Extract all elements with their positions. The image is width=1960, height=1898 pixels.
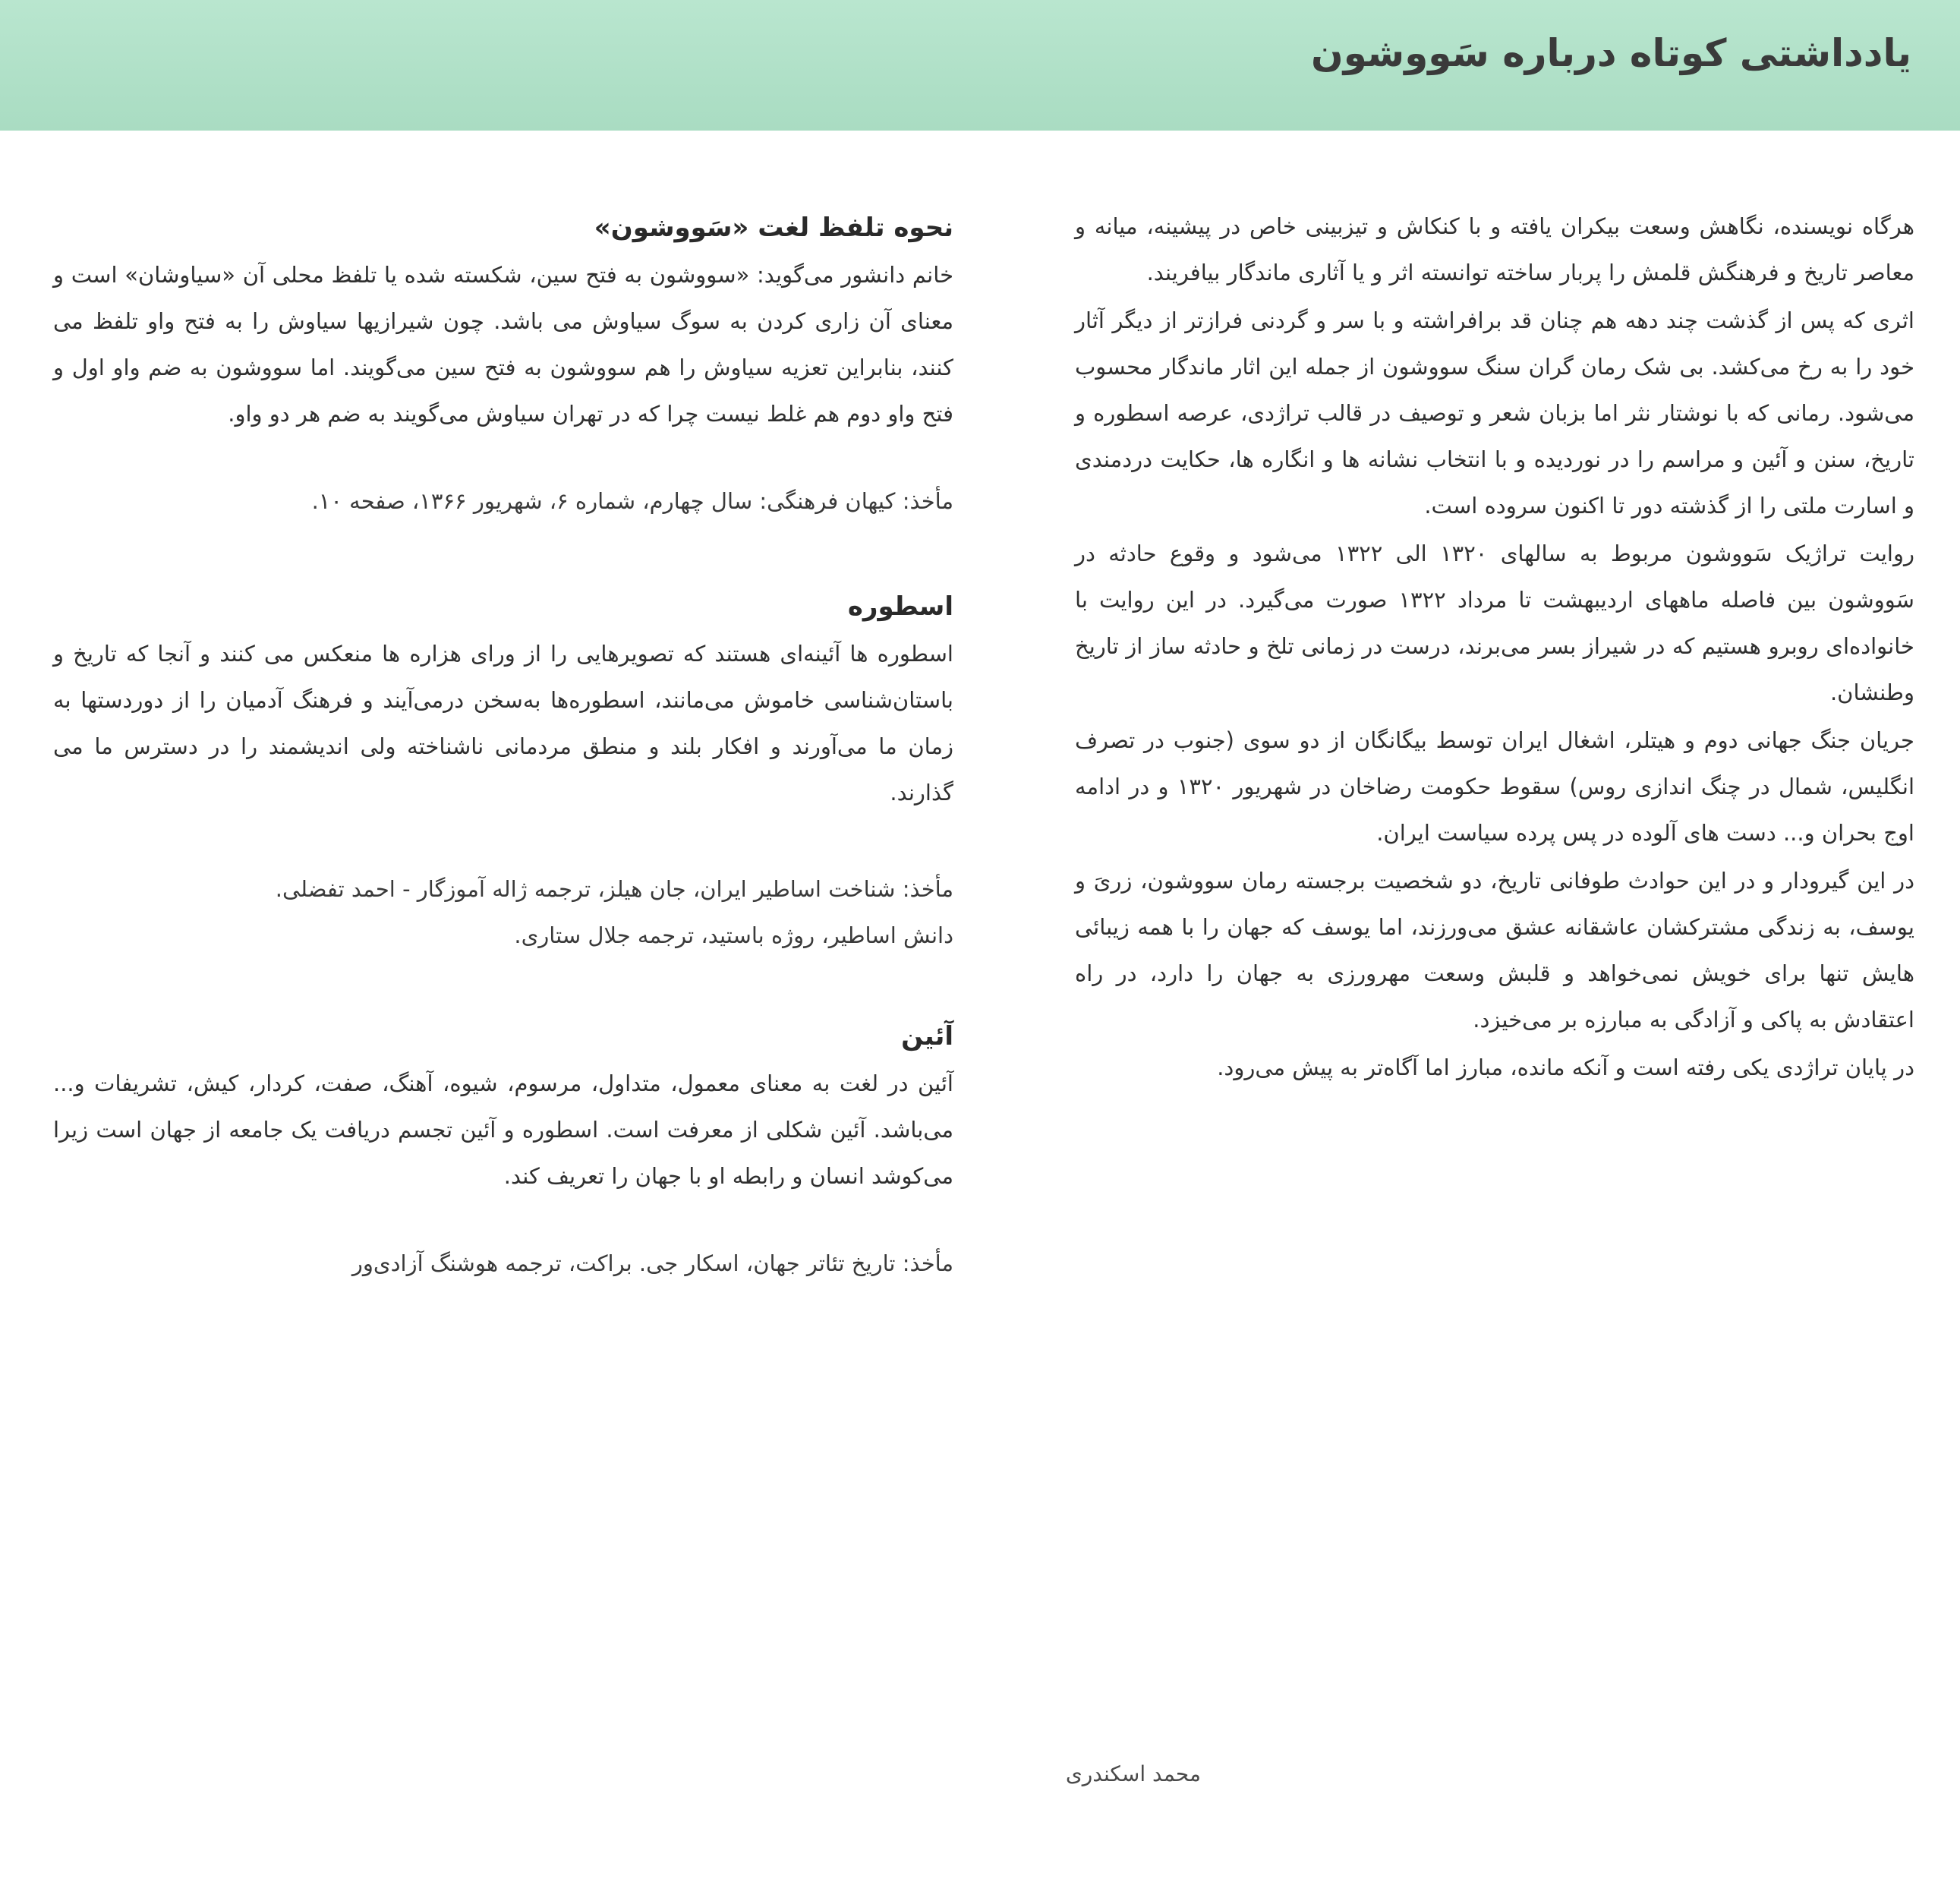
pronunciation-body: خانم دانشور می‌گوید: «سووشون به فتح سین، شکسته شده یا تلفظ محلی آن «سیاوشان» است و معنای آن زاری کردن به سوگ سیاوش می باشد. چون شیرازیها سیاوش را به فتح واو تلفظ می کنند، بنابراین تعزیه سیاوش را هم سووشون به فتح سین می‌گویند. اما سووشون به ضم واو اول و فتح واو دوم هم غلط نیست چرا که در تهران سیاوش می‌گویند به ضم هر دو واو. [53, 262, 953, 427]
author-name: محمد اسکندری [1065, 1761, 1201, 1786]
ritual-heading: آئین [901, 1021, 953, 1051]
intro-paragraph-6: در پایان تراژدی یکی رفته است و آنکه مانده، مبارز اما آگاه‌تر به پیش می‌رود. [1217, 1055, 1914, 1080]
notes-column [53, 203, 953, 1287]
intro-paragraph-2: اثری که پس از گذشت چند دهه هم چنان قد برافراشته و با سر و گردنی فرازتر از دیگر آثار خود را به رخ می‌کشد. بی شک رمان گران سنگ سووشون از جمله این اثار ماندگار محسوب می‌شود. رمانی که با نوشتار نثر اما بزبان شعر و توصیف در قالب تراژدی، عرصه اسطوره و تاریخ، سنن و آئین و مراسم را در نوردیده و با انتخاب نشانه ها و انگاره ها، حکایت دردمندی و اسارت ملتی را از گذشته دور تا اکنون سروده است. [1075, 307, 1914, 519]
pronunciation-source: مأخذ: کیهان فرهنگی: سال چهارم، شماره ۶، شهریور ۱۳۶۶، صفحه ۱۰. [311, 488, 953, 514]
myth-source-2: دانش اساطیر، روژه باستید، ترجمه جلال ستاری. [514, 922, 953, 948]
myth-source-1: مأخذ: شناخت اساطیر ایران، جان هیلز، ترجمه ژاله آموزگار - احمد تفضلی. [275, 876, 953, 902]
pronunciation-heading: نحوه تلفظ لغت «سَووشون» [594, 213, 953, 243]
intro-paragraph-1: هرگاه نویسنده، نگاهش وسعت بیکران یافته و با کنکاش و تیزبینی خاص در پیشینه، میانه و معاصر تاریخ و فرهنگش قلمش را پربار ساخته توانسته اثر و یا آثاری ماندگار بیافریند. [1075, 213, 1914, 285]
myth-body: اسطوره ها آئینه‌ای هستند که تصویرهایی را از ورای هزاره ها منعکس می کنند و آنجا که تاریخ و باستان‌شناسی خاموش می‌مانند، اسطوره‌ها به‌سخن درمی‌آیند و فرهنگ آدمیان را از دوردستها به زمان ما می‌آورند و افکار بلند و منطق مردمانی ناشناخته ولی اندیشمند را در دسترس ما می گذارند. [53, 641, 953, 806]
header-band [0, 0, 1960, 131]
intro-column [1075, 203, 1914, 1092]
ritual-source: مأخذ: تاریخ تئاتر جهان، اسکار جی. براکت، ترجمه هوشنگ آزادی‌ور [351, 1250, 953, 1276]
ritual-body: آئین در لغت به معنای معمول، متداول، مرسوم، شیوه، آهنگ، صفت، کردار، کیش، تشریفات و... می‌باشد. آئین شکلی از معرفت است. اسطوره و آئین تجسم دریافت یک جامعه از جهان است زیرا می‌کوشد انسان و رابطه او با جهان را تعریف کند. [53, 1070, 953, 1189]
myth-heading: اسطوره [847, 591, 953, 622]
myth-sources [53, 866, 953, 959]
page-title: یادداشتی کوتاه درباره سَووشون [1311, 31, 1911, 75]
intro-paragraph-5: در این گیرودار و در این حوادث طوفانی تاریخ، دو شخصیت برجسته رمان سووشون، زریَ و یوسف، به زندگی مشترکشان عاشقانه عشق می‌ورزند، اما یوسف که جهان را با همه زیبائی هایش تنها برای خویش نمی‌خواهد و قلبش وسعت مهرورزی به جهان را دارد، در راه اعتقادش به پاکی و آزادگی به مبارزه بر می‌خیزد. [1075, 868, 1914, 1033]
intro-paragraph-3: روایت تراژیک سَووشون مربوط به سالهای ۱۳۲۰ الی ۱۳۲۲ می‌شود و وقوع حادثه در سَووشون بین فاصله ماههای اردیبهشت تا مرداد ۱۳۲۲ صورت می‌گیرد. در این روایت با خانواده‌ای روبرو هستیم که در شیراز بسر می‌برند، درست در زمانی تلخ و حادثه ساز از تاریخ وطنشان. [1075, 541, 1914, 705]
intro-paragraph-4: جریان جنگ جهانی دوم و هیتلر، اشغال ایران توسط بیگانگان از دو سوی (جنوب در تصرف انگلیس، شمال در چنگ اندازی روس) سقوط حکومت رضاخان در شهریور ۱۳۲۰ و در ادامه اوج بحران و... دست های آلوده در پس پرده سیاست ایران. [1075, 727, 1914, 846]
